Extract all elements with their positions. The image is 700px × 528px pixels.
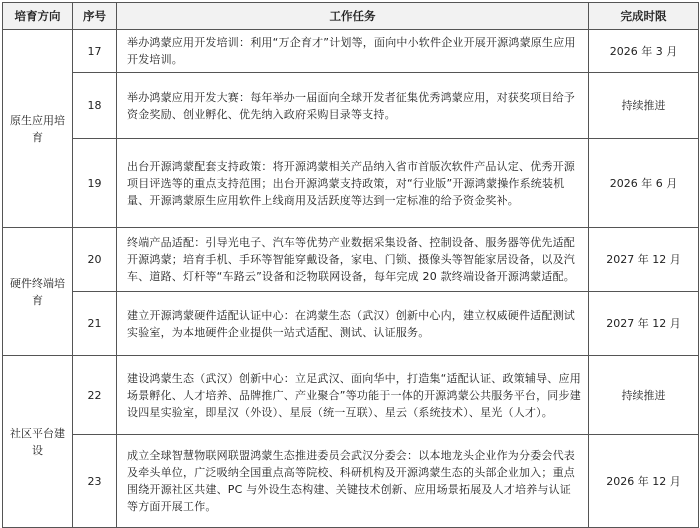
- table-row: [3, 73, 699, 139]
- header-number: 序号: [73, 3, 117, 30]
- table-row: [3, 139, 699, 228]
- number-cell: 22: [73, 356, 117, 435]
- table-row: [3, 356, 699, 435]
- deadline-cell: 2026 年 3 月: [589, 30, 699, 73]
- header-task: 工作任务: [117, 3, 589, 30]
- deadline-cell: 2026 年 6 月: [589, 139, 699, 228]
- header-direction: 培育方向: [3, 3, 73, 30]
- deadline-cell: 持续推进: [589, 73, 699, 139]
- task-cell: 举办鸿蒙应用开发培训：利用“万企育才”计划等，面向中小软件企业开展开源鸿蒙原生应用开发培训。: [117, 30, 589, 73]
- number-cell: 19: [73, 139, 117, 228]
- number-cell: 18: [73, 73, 117, 139]
- table-row: [3, 228, 699, 292]
- task-cell: 终端产品适配：引导光电子、汽车等优势产业数据采集设备、控制设备、服务器等优先适配开源鸿蒙；培育手机、手环等智能穿戴设备，家电、门锁、摄像头等智能家居设备，以及汽车、道路、灯杆等“车路云”设备和泛物联网设备，每年完成 20 款终端设备开源鸿蒙适配。: [117, 228, 589, 292]
- number-cell: 20: [73, 228, 117, 292]
- work-task-table: [2, 2, 699, 528]
- task-cell: 举办鸿蒙应用开发大赛：每年举办一届面向全球开发者征集优秀鸿蒙应用，对获奖项目给予资金奖励、创业孵化、优先纳入政府采购目录等支持。: [117, 73, 589, 139]
- direction-cell: 原生应用培育: [3, 30, 73, 228]
- direction-cell: 社区平台建设: [3, 356, 73, 528]
- task-cell: 建设鸿蒙生态（武汉）创新中心：立足武汉、面向华中，打造集“适配认证、政策辅导、应用场景孵化、人才培养、品牌推广、产业聚合”等功能于一体的开源鸿蒙公共服务平台，同步建设四星实验室，即星汉（外设）、星辰（统一互联）、星云（系统技术）、星光（人才）。: [117, 356, 589, 435]
- table-row: [3, 30, 699, 73]
- deadline-cell: 2027 年 12 月: [589, 292, 699, 356]
- table-header-row: [3, 3, 699, 30]
- table-row: [3, 292, 699, 356]
- table-row: [3, 435, 699, 528]
- number-cell: 23: [73, 435, 117, 528]
- deadline-cell: 2026 年 12 月: [589, 435, 699, 528]
- task-cell: 出台开源鸿蒙配套支持政策：将开源鸿蒙相关产品纳入省市首版次软件产品认定、优秀开源项目评选等的重点支持范围；出台开源鸿蒙支持政策，对“行业版”开源鸿蒙操作系统装机量、开源鸿蒙原生应用软件上线商用及活跃度等达到一定标准的给予资金奖补。: [117, 139, 589, 228]
- header-deadline: 完成时限: [589, 3, 699, 30]
- deadline-cell: 持续推进: [589, 356, 699, 435]
- direction-cell: 硬件终端培育: [3, 228, 73, 356]
- deadline-cell: 2027 年 12 月: [589, 228, 699, 292]
- task-cell: 成立全球智慧物联网联盟鸿蒙生态推进委员会武汉分委会：以本地龙头企业作为分委会代表及牵头单位，广泛吸纳全国重点高等院校、科研机构及开源鸿蒙生态的头部企业加入；重点围绕开源社区共建、PC 与外设生态构建、关键技术创新、应用场景拓展及人才培养与认证等方面开展工作。: [117, 435, 589, 528]
- number-cell: 21: [73, 292, 117, 356]
- page: [0, 2, 700, 513]
- task-cell: 建立开源鸿蒙硬件适配认证中心：在鸿蒙生态（武汉）创新中心内，建立权威硬件适配测试实验室，为本地硬件企业提供一站式适配、测试、认证服务。: [117, 292, 589, 356]
- number-cell: 17: [73, 30, 117, 73]
